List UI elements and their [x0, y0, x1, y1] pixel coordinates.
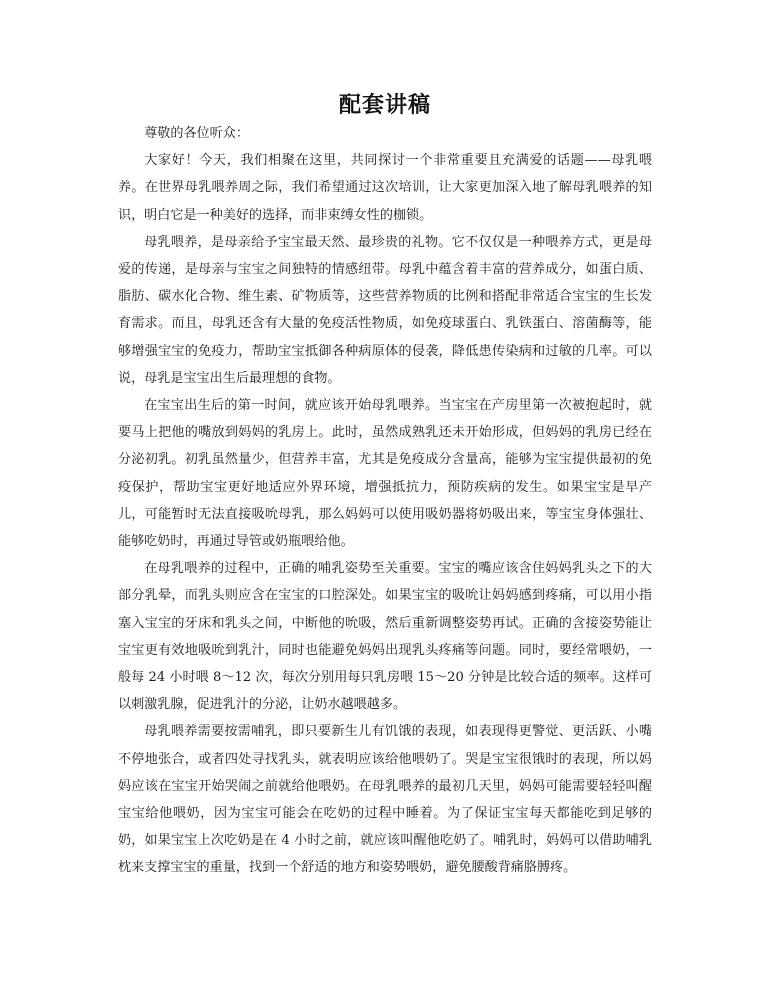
- paragraph-3: 在宝宝出生后的第一时间，就应该开始母乳喂养。当宝宝在产房里第一次被抱起时，就要马上把他的嘴放到妈妈的乳房上。此时，虽然成熟乳还未开始形成，但妈妈的乳房已经在分泌初乳。初乳虽然量少，但营养丰富，尤其是免疫成分含量高，能够为宝宝提供最初的免疫保护，帮助宝宝更好地适应外界环境，增强抵抗力，预防疾病的发生。如果宝宝是早产儿，可能暂时无法直接吸吮母乳，那么妈妈可以使用吸奶器将奶吸出来，等宝宝身体强壮、能够吃奶时，再通过导管或奶瓶喂给他。: [118, 398, 652, 550]
- document-body: [118, 120, 652, 882]
- paragraph-2: 母乳喂养，是母亲给予宝宝最天然、最珍贵的礼物。它不仅仅是一种喂养方式，更是母爱的传递，是母亲与宝宝之间独特的情感纽带。母乳中蕴含着丰富的营养成分，如蛋白质、脂肪、碳水化合物、维生素、矿物质等，这些营养物质的比例和搭配非常适合宝宝的生长发育需求。而且，母乳还含有大量的免疫活性物质，如免疫球蛋白、乳铁蛋白、溶菌酶等，能够增强宝宝的免疫力，帮助宝宝抵御各种病原体的侵袭，降低患传染病和过敏的几率。可以说，母乳是宝宝出生后最理想的食物。: [118, 234, 652, 386]
- paragraph-4: 在母乳喂养的过程中，正确的哺乳姿势至关重要。宝宝的嘴应该含住妈妈乳头之下的大部分乳晕，而乳头则应含在宝宝的口腔深处。如果宝宝的吸吮让妈妈感到疼痛，可以用小指塞入宝宝的牙床和乳头之间，中断他的吮吸，然后重新调整姿势再试。正确的含接姿势能让宝宝更有效地吸吮到乳汁，同时也能避免妈妈出现乳头疼痛等问题。同时，要经常喂奶，一般每 24 小时喂 8～12 次，每次分别用每只乳房喂 15～20 分钟是比较合适的频率。这样可以刺激乳腺，促进乳汁的分泌，让奶水越喂越多。: [118, 561, 652, 713]
- paragraph-1: 大家好！今天，我们相聚在这里，共同探讨一个非常重要且充满爱的话题——母乳喂养。在世界母乳喂养周之际，我们希望通过这次培训，让大家更加深入地了解母乳喂养的知识，明白它是一种美好的选择，而非束缚女性的枷锁。: [118, 153, 652, 223]
- salutation: 尊敬的各位听众：: [144, 126, 249, 141]
- paragraph-5: 母乳喂养需要按需哺乳，即只要新生儿有饥饿的表现，如表现得更警觉、更活跃、小嘴不停地张合，或者四处寻找乳头，就表明应该给他喂奶了。哭是宝宝很饿时的表现，所以妈妈应该在宝宝开始哭闹之前就给他喂奶。在母乳喂养的最初几天里，妈妈可能需要轻轻叫醒宝宝给他喂奶，因为宝宝可能会在吃奶的过程中睡着。为了保证宝宝每天都能吃到足够的奶，如果宝宝上次吃奶是在 4 小时之前，就应该叫醒他吃奶了。哺乳时，妈妈可以借助哺乳枕来支撑宝宝的重量，找到一个舒适的地方和姿势喂奶，避免腰酸背痛胳膊疼。: [118, 724, 652, 876]
- document-title: 配套讲稿: [338, 92, 431, 118]
